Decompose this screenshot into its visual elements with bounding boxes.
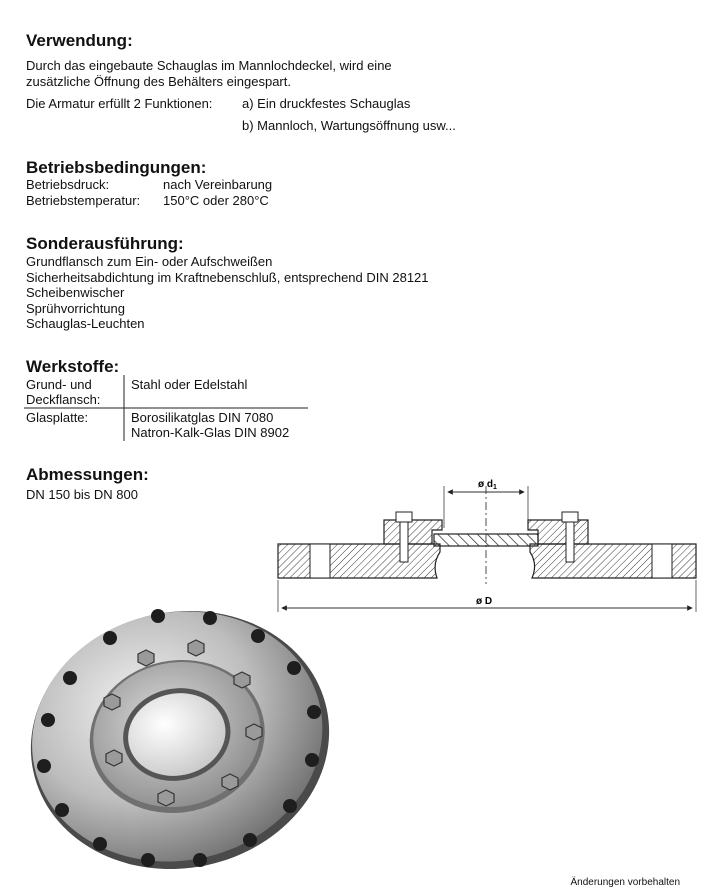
betrieb-value-temperatur: 150°C oder 280°C [163, 193, 269, 208]
sonder-item: Schauglas-Leuchten [26, 316, 145, 331]
werkstoff-value-flansch: Stahl oder Edelstahl [131, 377, 248, 392]
verwendung-line-2: zusätzliche Öffnung des Behälters eingespart. [26, 74, 291, 89]
abmessungen-range: DN 150 bis DN 800 [26, 487, 138, 502]
label-d1: ø $d_1$ [478, 479, 497, 491]
function-a: a) Ein druckfestes Schauglas [242, 96, 411, 111]
heading-werkstoffe: Werkstoffe: [26, 357, 120, 376]
sonder-item: Scheibenwischer [26, 285, 125, 300]
label-D: ø D [476, 596, 493, 607]
flange-photo [18, 598, 338, 878]
heading-sonderausfuehrung: Sonderausführung: [26, 234, 184, 253]
function-b: b) Mannloch, Wartungsöffnung usw... [242, 118, 456, 133]
footer-note: Änderungen vorbehalten [570, 877, 680, 888]
sonder-item: Grundflansch zum Ein- oder Aufschweißen [26, 254, 273, 269]
verwendung-line-1: Durch das eingebaute Schauglas im Mannlochdeckel, wird eine [26, 58, 392, 73]
flange-section-drawing [272, 468, 702, 618]
sonder-item: Sprühvorrichtung [26, 300, 125, 316]
heading-abmessungen: Abmessungen: [26, 465, 149, 484]
betrieb-label-temperatur: Betriebstemperatur: [26, 193, 141, 208]
werkstoff-value-glas-1: Borosilikatglas DIN 7080 [131, 410, 274, 425]
sonder-list [26, 254, 429, 332]
heading-betriebsbedingungen: Betriebsbedingungen: [26, 158, 207, 177]
betrieb-value-druck: nach Vereinbarung [163, 177, 273, 192]
werkstoff-label-flansch-1: Grund- und [26, 377, 92, 392]
heading-verwendung: Verwendung: [26, 31, 133, 50]
sonder-item: Sicherheitsabdichtung im Kraftnebenschluß, entsprechend DIN 28121 [26, 269, 429, 285]
werkstoff-value-glas-2: Natron-Kalk-Glas DIN 8902 [131, 425, 290, 440]
werkstoff-label-flansch-2: Deckflansch: [26, 392, 101, 407]
functions-label: Die Armatur erfüllt 2 Funktionen: [26, 96, 213, 111]
werkstoff-label-glas: Glasplatte: [26, 410, 89, 425]
betrieb-label-druck: Betriebsdruck: [26, 177, 110, 192]
